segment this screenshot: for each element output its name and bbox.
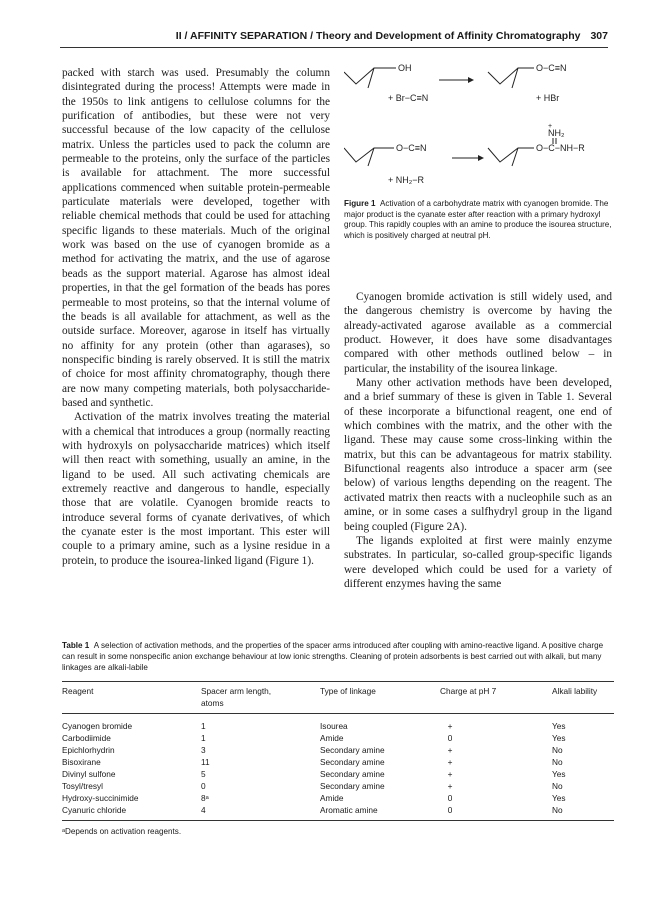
matrix-chain-bond bbox=[344, 148, 394, 162]
arrow-head bbox=[478, 155, 484, 161]
cell-alkali-lability: Yes bbox=[552, 721, 566, 731]
paragraph: Cyanogen bromide activation is still widely used, and the dangerous chemistry is overcome by having the already-activated agarose available as a commercial product. However, it does have some disadvantages compared with other methods outlined below – in particular, the instability of the isourea linkage. bbox=[344, 291, 612, 375]
column-header: Reagent bbox=[62, 686, 94, 696]
cell-alkali-lability: No bbox=[552, 757, 563, 767]
reaction-scheme bbox=[344, 58, 612, 193]
column-header: Charge at pH 7 bbox=[440, 686, 497, 696]
cell-linkage: Secondary amine bbox=[320, 769, 385, 779]
table-footnote: ᵃDepends on activation reagents. bbox=[62, 827, 182, 836]
table-row bbox=[62, 756, 614, 768]
isourea-label: O−C−NH−R bbox=[536, 143, 585, 153]
right-column bbox=[344, 290, 612, 591]
cell-spacer-length: 1 bbox=[201, 721, 206, 731]
cyanate-ester-label: O−C≡N bbox=[396, 143, 427, 153]
table-body bbox=[62, 720, 614, 820]
cell-charge: + bbox=[447, 757, 453, 767]
page-number: 307 bbox=[590, 30, 608, 42]
cell-linkage: Secondary amine bbox=[320, 745, 385, 755]
column-header: Alkali lability bbox=[552, 686, 598, 696]
cell-reagent: Cyanogen bromide bbox=[62, 721, 133, 731]
cell-reagent: Hydroxy-succinimide bbox=[62, 793, 139, 803]
cell-spacer-length: 1 bbox=[201, 733, 206, 743]
caption-text: Activation of a carbohydrate matrix with cyanogen bromide. The major product is the cyanate ester after reaction with a primary hydroxyl group. This rapidly couples with an amine to produce the isourea structure, which is positively charged at neutral pH. bbox=[344, 199, 612, 241]
header-rule bbox=[60, 47, 608, 48]
cell-charge: 0 bbox=[447, 805, 453, 815]
cell-charge: + bbox=[447, 769, 453, 779]
cell-spacer-length: 5 bbox=[201, 769, 206, 779]
table-row bbox=[62, 720, 614, 732]
cell-spacer-length: 11 bbox=[201, 757, 210, 767]
table-top-rule bbox=[62, 681, 614, 682]
cell-alkali-lability: No bbox=[552, 805, 563, 815]
cell-linkage: Aromatic amine bbox=[320, 805, 378, 815]
table-row bbox=[62, 780, 614, 792]
table-row bbox=[62, 792, 614, 804]
cell-reagent: Bisoxirane bbox=[62, 757, 101, 767]
cell-alkali-lability: No bbox=[552, 781, 563, 791]
column-header: Type of linkage bbox=[320, 686, 376, 696]
table-caption-text: A selection of activation methods, and the properties of the spacer arms introduced after coupling with amino-reactive ligand. A positive charge can result in some nonspecific anion exchange behaviour at low ionic strengths. Cleaning of protein adsorbents is best carried out with alkali, but many linkages are alkali-labile bbox=[62, 641, 604, 672]
paragraph: The ligands exploited at first were mainly enzyme substrates. In particular, so-called group-specific ligands were developed which could be used for a variety of different enzymes having the same bbox=[344, 534, 612, 590]
table-row bbox=[62, 732, 614, 744]
amine-ligand-label: + NH₂−R bbox=[388, 175, 425, 185]
cell-reagent: Carbodiimide bbox=[62, 733, 111, 743]
cell-alkali-lability: No bbox=[552, 745, 563, 755]
cell-spacer-length: 8ᵃ bbox=[201, 793, 209, 803]
matrix-chain-bond bbox=[488, 148, 534, 162]
cell-linkage: Secondary amine bbox=[320, 757, 385, 767]
cell-charge: 0 bbox=[447, 793, 453, 803]
hbr-label: + HBr bbox=[536, 93, 560, 103]
figure-1-caption bbox=[344, 199, 612, 242]
cell-spacer-length: 4 bbox=[201, 805, 206, 815]
column-header: Spacer arm length, atoms bbox=[201, 686, 272, 708]
cell-linkage: Amide bbox=[320, 733, 344, 743]
cell-charge: + bbox=[447, 781, 453, 791]
table-caption-label: Table 1 bbox=[62, 641, 90, 650]
running-header bbox=[60, 30, 608, 44]
table-row bbox=[62, 744, 614, 756]
paragraph: packed with starch was used. Presumably the column disintegrated during the process! Attempts were made in the 1950s to link antigens to cellulose columns for the purification of antibodies, but these were not very successful because of the low capacity of the cellulose matrix. Unless the particles used to pack the column are permeable to the proteins, only the surface of the particles is available for attachment. The more successful applications commenced when suitable protein-permeable particulate materials were developed, together with reliable chemical methods that could be used for attaching specific ligands to these materials. Much of the original work was based on the use of cyanogen bromide as a method for activating the matrix, and the use of agarose beads as the support material. Agarose has almost ideal properties, in that the gel formation of the beads has pores permeable to most proteins, so that the internal volume of the beads is all available for attachment, as well as the outside surface. Moreover, agarose in itself has virtually no affinity for any protein (other than agarases), so nonspecific binding is rarely observed. It is still the matrix of choice for most affinity chromatography, though there are now many competing materials, both polysaccharide-based and synthetic. bbox=[62, 67, 330, 409]
cell-reagent: Cyanuric chloride bbox=[62, 805, 127, 815]
paragraph: Many other activation methods have been developed, and a brief summary of these is given in Table 1. Several of these incorporate a bifunctional reagent, one end of which combines with the matrix, and the other with the ligand. These may cause some cross-linking within the matrix, but this can be advantageous for matrix stability. Bifunctional reagents also introduce a spacer arm (see below) of various lengths depending on the reagent. The activated matrix then reacts with a nucleophile such as an amine, or in some cases a sulfhydryl group in the ligand being coupled (Figure 2A). bbox=[344, 377, 612, 533]
cell-reagent: Tosyl/tresyl bbox=[62, 781, 104, 791]
cell-charge: + bbox=[447, 721, 453, 731]
cell-linkage: Secondary amine bbox=[320, 781, 385, 791]
running-title: II / AFFINITY SEPARATION / Theory and Development of Affinity Chromatography bbox=[175, 30, 581, 42]
table-header bbox=[62, 686, 614, 710]
cell-alkali-lability: Yes bbox=[552, 769, 566, 779]
cyanogen-bromide-label: + Br−C≡N bbox=[388, 93, 429, 103]
table-row bbox=[62, 804, 614, 816]
table-1-caption bbox=[62, 640, 614, 673]
cell-linkage: Isourea bbox=[320, 721, 348, 731]
cell-spacer-length: 0 bbox=[201, 781, 206, 791]
cell-alkali-lability: Yes bbox=[552, 733, 566, 743]
caption-label: Figure 1 bbox=[344, 199, 376, 208]
cell-reagent: Divinyl sulfone bbox=[62, 769, 116, 779]
left-column bbox=[62, 66, 330, 568]
table-bottom-rule bbox=[62, 820, 614, 821]
nh2-plus-label: NH₂ bbox=[548, 128, 565, 138]
matrix-chain-bond bbox=[488, 68, 534, 84]
cell-charge: + bbox=[447, 745, 453, 755]
table-header-rule bbox=[62, 713, 614, 714]
cell-reagent: Epichlorhydrin bbox=[62, 745, 115, 755]
positive-charge-sign: + bbox=[548, 123, 553, 130]
cell-spacer-length: 3 bbox=[201, 745, 206, 755]
cell-linkage: Amide bbox=[320, 793, 344, 803]
table-row bbox=[62, 768, 614, 780]
figure-1-diagram bbox=[344, 58, 612, 193]
arrow-head bbox=[468, 77, 474, 83]
cyanate-ester-label: O−C≡N bbox=[536, 63, 567, 73]
cell-charge: 0 bbox=[447, 733, 453, 743]
paragraph: Activation of the matrix involves treating the material with a chemical that introduces a group (normally reacting with hydroxyls on polysaccharide matrices) which itself will then react with something, usually an amine, in the ligand to be used. All such activating chemicals are extremely reactive and dangerous to handle, especially those that are volatile. Cyanogen bromide reacts to introduce several forms of cyanate derivatives, of which the cyanate ester is the most important. This ester will couple to a primary amine, such as a lysine residue in a protein, to produce the isourea-linked ligand (Figure 1). bbox=[62, 411, 330, 567]
cell-alkali-lability: Yes bbox=[552, 793, 566, 803]
hydroxyl-label: OH bbox=[398, 63, 412, 73]
